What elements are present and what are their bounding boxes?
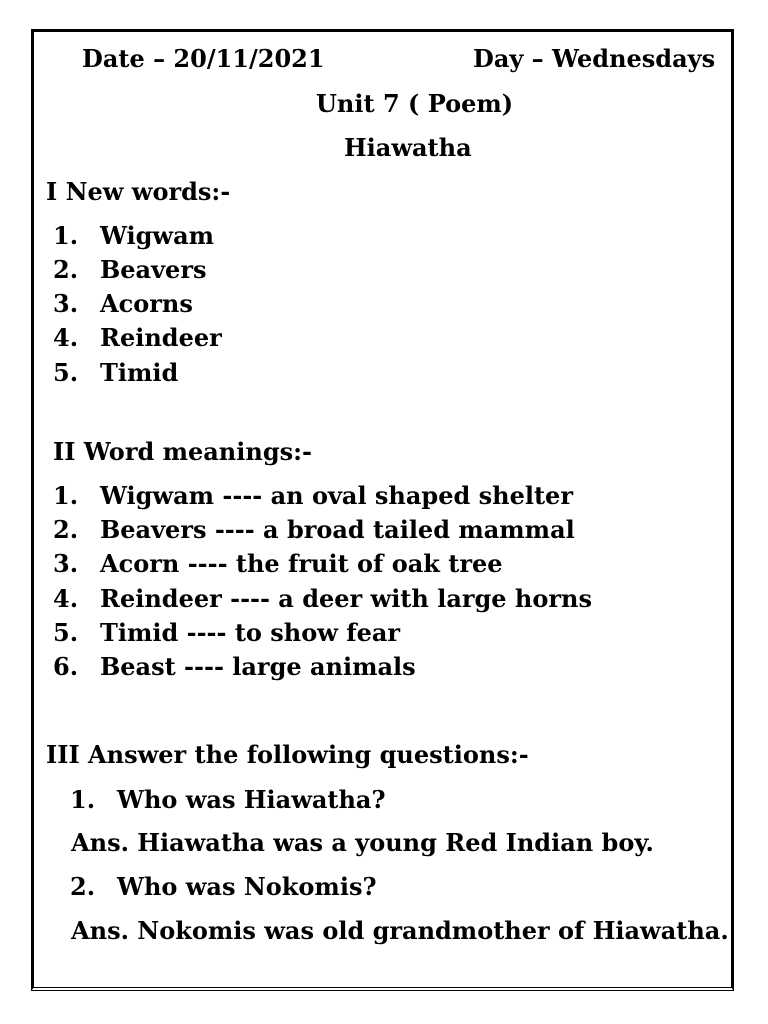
list-item: Timid ---- to show fear: [100, 618, 401, 647]
list-item-number: 2.: [53, 255, 79, 284]
list-item: Reindeer ---- a deer with large horns: [100, 584, 592, 613]
answer-text: Ans. Hiawatha was a young Red Indian boy.: [71, 828, 654, 857]
list-item-number: 4.: [53, 584, 79, 613]
answer-text: Ans. Nokomis was old grandmother of Hiawatha.: [71, 916, 729, 945]
question-number: 2.: [70, 872, 96, 901]
list-item-number: 1.: [53, 481, 79, 510]
list-item-number: 1.: [53, 221, 79, 250]
date-line: Date – 20/11/2021: [82, 44, 325, 73]
list-item-number: 5.: [53, 618, 79, 647]
list-item: Wigwam ---- an oval shaped shelter: [100, 481, 573, 510]
questions-heading: III Answer the following questions:-: [46, 740, 529, 769]
page-title: Hiawatha: [344, 133, 472, 162]
list-item: Timid: [100, 358, 179, 387]
question-text: Who was Hiawatha?: [117, 785, 386, 814]
unit-line: Unit 7 ( Poem): [316, 89, 514, 118]
list-item: Reindeer: [100, 323, 222, 352]
list-item: Acorn ---- the fruit of oak tree: [100, 549, 503, 578]
list-item-number: 6.: [53, 652, 79, 681]
list-item: Acorns: [100, 289, 193, 318]
list-item: Beavers ---- a broad tailed mammal: [100, 515, 575, 544]
list-item-number: 4.: [53, 323, 79, 352]
question-number: 1.: [70, 785, 96, 814]
word-meanings-heading: II Word meanings:-: [53, 437, 312, 466]
day-line: Day – Wednesdays: [473, 44, 716, 73]
list-item-number: 3.: [53, 289, 79, 318]
new-words-heading: I New words:-: [46, 177, 231, 206]
list-item: Beavers: [100, 255, 207, 284]
list-item-number: 2.: [53, 515, 79, 544]
list-item: Wigwam: [100, 221, 215, 250]
list-item: Beast ---- large animals: [100, 652, 416, 681]
list-item-number: 3.: [53, 549, 79, 578]
question-text: Who was Nokomis?: [117, 872, 377, 901]
list-item-number: 5.: [53, 358, 79, 387]
